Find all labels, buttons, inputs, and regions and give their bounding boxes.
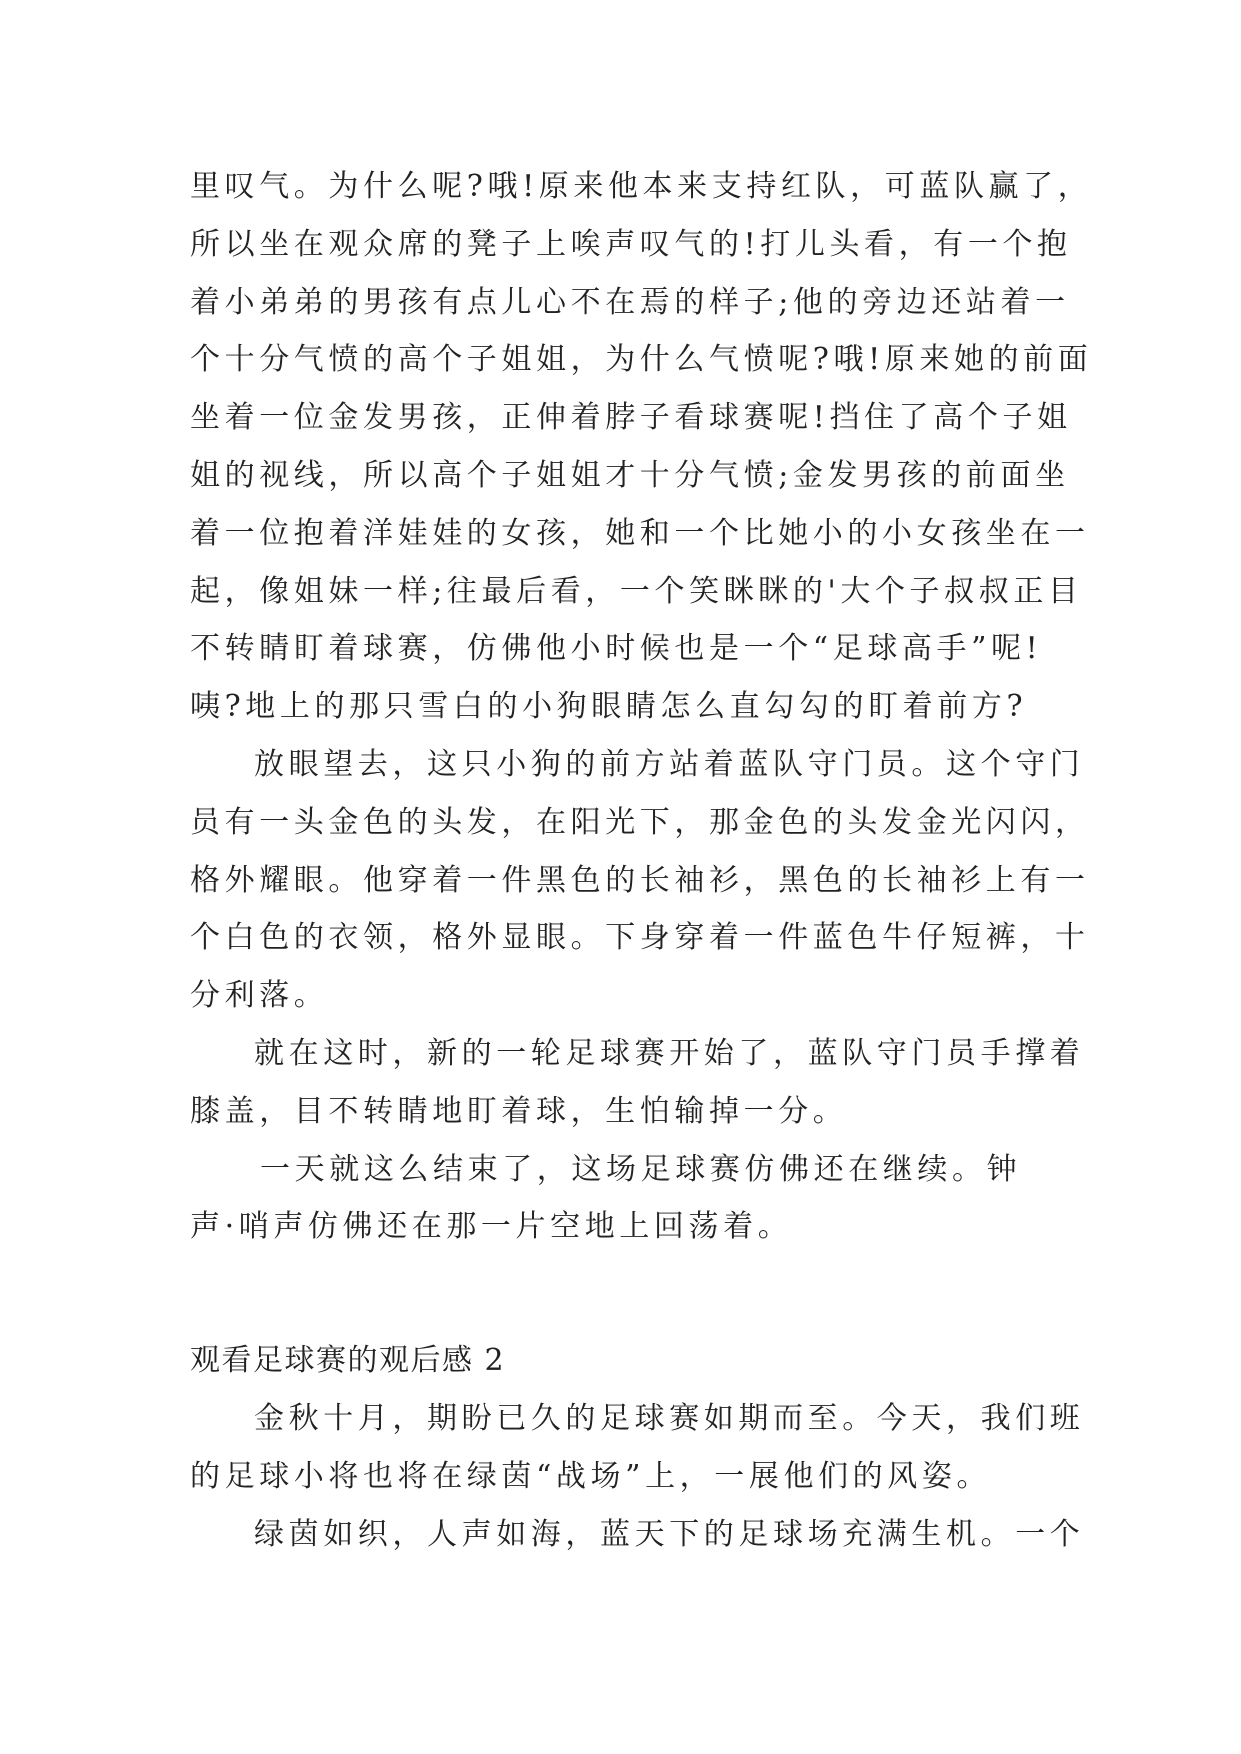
text-line: 绿茵如织，人声如海，蓝天下的足球场充满生机。一个	[254, 1516, 1085, 1552]
text-line: 金秋十月，期盼已久的足球赛如期而至。今天，我们班	[254, 1400, 1085, 1436]
text-line: 着小弟弟的男孩有点儿心不在焉的样子;他的旁边还站着一	[190, 284, 1070, 320]
section-spacer	[190, 1256, 1050, 1332]
text-line: 姐的视线，所以高个子姐姐才十分气愤;金发男孩的前面坐	[190, 457, 1070, 493]
text-line: 格外耀眼。他穿着一件黑色的长袖衫，黑色的长袖衫上有一	[190, 862, 1090, 898]
text-line: 个白色的衣领，格外显眼。下身穿着一件蓝色牛仔短裤，十	[190, 920, 1090, 956]
text-line: 分利落。	[190, 978, 329, 1014]
text-line: 员有一头金色的头发，在阳光下，那金色的头发金光闪闪，	[190, 804, 1090, 840]
paragraph	[190, 736, 1090, 1025]
text-line: 个十分气愤的高个子姐姐，为什么气愤呢?哦!原来她的前面	[190, 342, 1093, 378]
section-title: 观看足球赛的观后感 2	[190, 1343, 506, 1379]
text-line: 的足球小将也将在绿茵“战场”上，一展他们的风姿。	[190, 1458, 992, 1494]
text-line: 放眼望去，这只小狗的前方站着蓝队守门员。这个守门	[254, 746, 1085, 782]
paragraph	[190, 1506, 1085, 1564]
document-body	[190, 158, 1093, 1563]
text-line: 一天就这么结束了，这场足球赛仿佛还在继续。钟	[260, 1151, 1022, 1187]
text-line: 着一位抱着洋娃娃的女孩，她和一个比她小的小女孩坐在一	[190, 515, 1090, 551]
text-line: 里叹气。为什么呢?哦!原来他本来支持红队，可蓝队赢了，	[190, 169, 1093, 204]
paragraph	[190, 1390, 1085, 1506]
paragraph	[190, 1025, 1085, 1141]
text-line: 声·哨声仿佛还在那一片空地上回荡着。	[190, 1209, 793, 1245]
text-line: 就在这时，新的一轮足球赛开始了，蓝队守门员手撑着	[254, 1035, 1085, 1071]
text-line: 咦?地上的那只雪白的小狗眼睛怎么直勾勾的盯着前方?	[190, 689, 1028, 725]
text-line: 起，像姐妹一样;往最后看，一个笑眯眯的'大个子叔叔正目	[190, 573, 1083, 609]
paragraph	[190, 158, 1093, 736]
paragraph	[190, 1141, 1050, 1257]
text-line: 坐着一位金发男孩，正伸着脖子看球赛呢!挡住了高个子姐	[190, 400, 1072, 436]
text-line: 所以坐在观众席的凳子上唉声叹气的!打儿头看，有一个抱	[190, 226, 1072, 262]
text-line: 不转睛盯着球赛，仿佛他小时候也是一个“足球高手”呢!	[190, 631, 1043, 667]
text-line: 膝盖，目不转睛地盯着球，生怕输掉一分。	[190, 1093, 848, 1129]
